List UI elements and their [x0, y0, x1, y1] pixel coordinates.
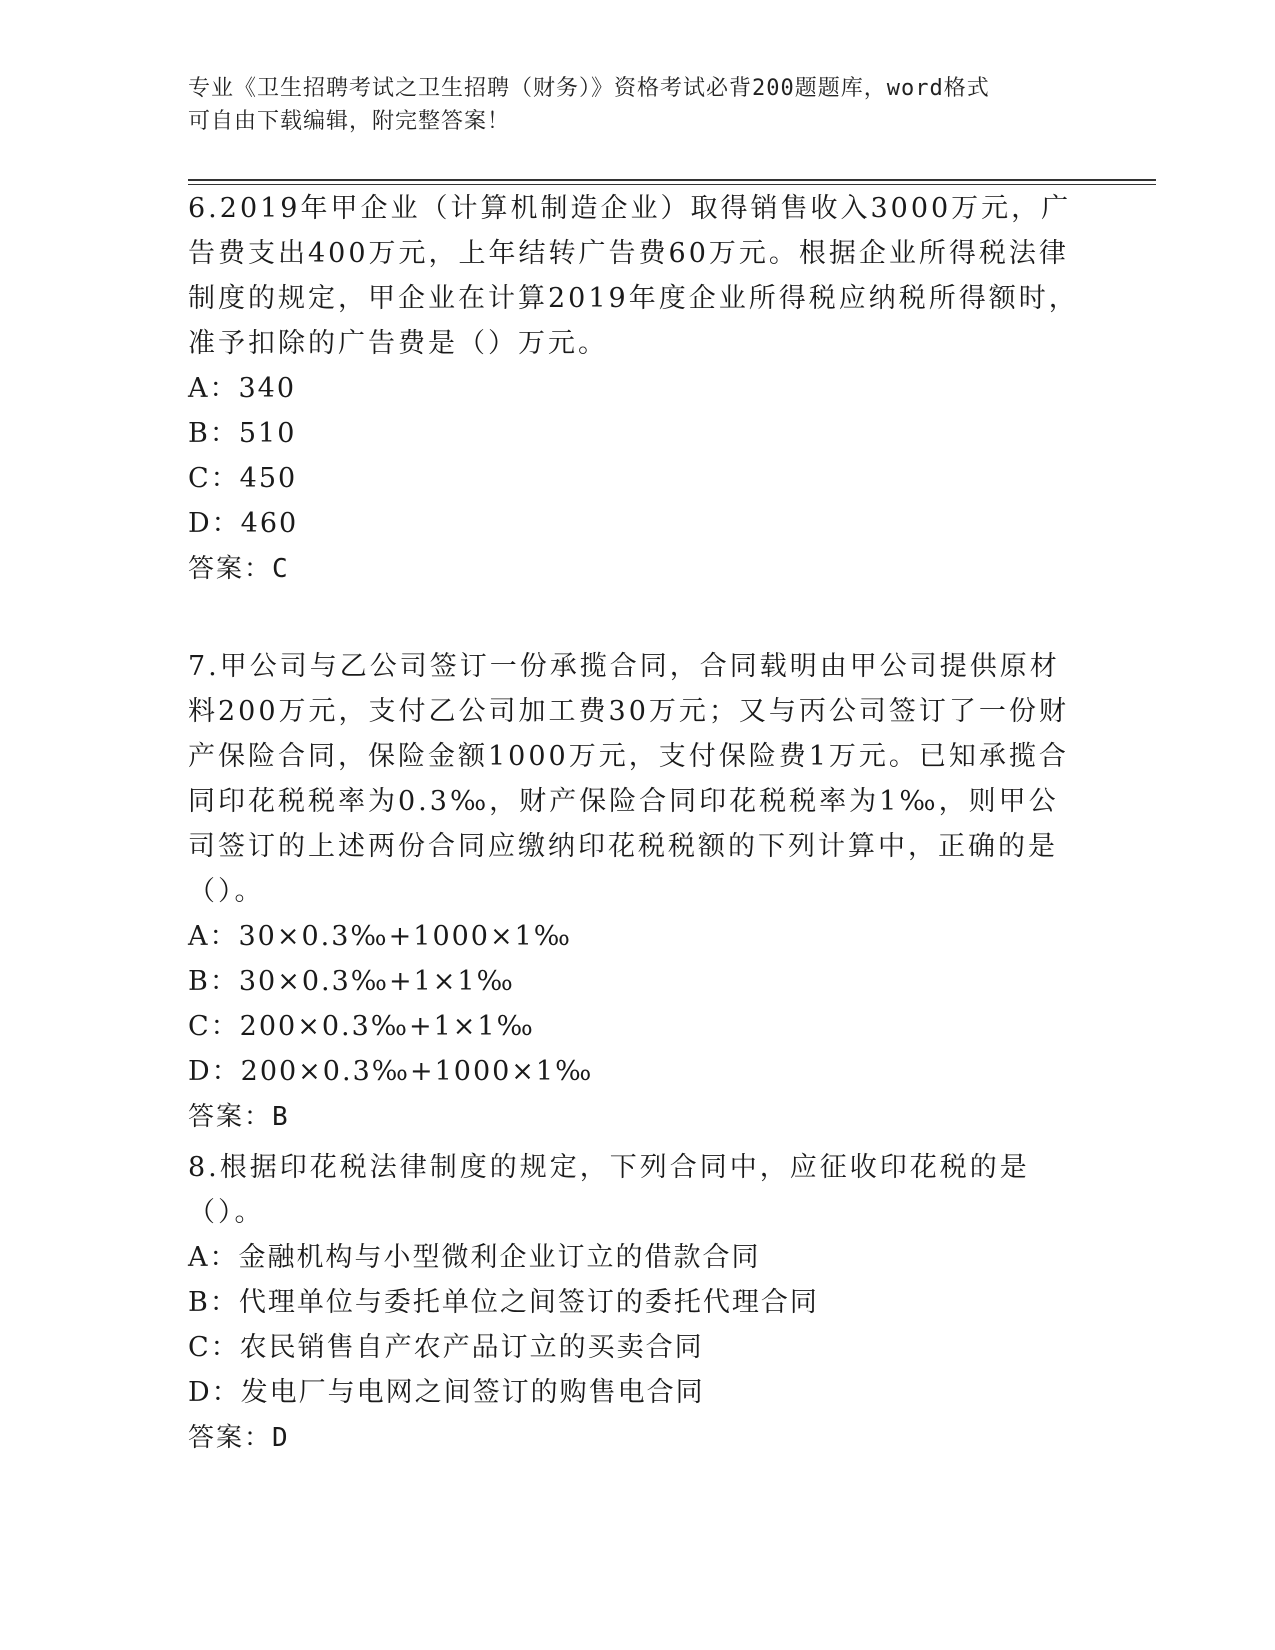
- option-d: D：发电厂与电网之间签订的购售电合同: [188, 1377, 705, 1408]
- question-6: [188, 186, 1088, 592]
- option-a: A：金融机构与小型微利企业订立的借款合同: [188, 1242, 761, 1273]
- option-b: B：510: [188, 418, 297, 449]
- option-a: A：340: [188, 373, 297, 404]
- option-b: B：30×0.3‰+1×1‰: [188, 966, 515, 997]
- option-b: B：代理单位与委托单位之间签订的委托代理合同: [188, 1287, 819, 1318]
- option-a: A：30×0.3‰+1000×1‰: [188, 921, 573, 952]
- document-header: [188, 72, 1088, 138]
- answer: 答案：D: [188, 1423, 290, 1453]
- header-divider-thin: [188, 184, 1156, 185]
- question-7: [188, 644, 1088, 1140]
- header-line-1: 专业《卫生招聘考试之卫生招聘（财务）》资格考试必背200题题库，word格式: [188, 76, 990, 101]
- option-d: D：460: [188, 508, 299, 539]
- answer: 答案：B: [188, 1102, 290, 1132]
- option-c: C：农民销售自产农产品订立的买卖合同: [188, 1332, 704, 1363]
- question-text: 6.2019年甲企业（计算机制造企业）取得销售收入3000万元，广告费支出400万元，上年结转广告费60万元。根据企业所得税法律制度的规定，甲企业在计算2019年度企业所得税应纳税所得额时，准予扣除的广告费是（）万元。: [188, 193, 1079, 359]
- question-text: 8.根据印花税法律制度的规定，下列合同中，应征收印花税的是（）。: [188, 1152, 1030, 1228]
- option-c: C：450: [188, 463, 298, 494]
- option-d: D：200×0.3‰+1000×1‰: [188, 1056, 594, 1087]
- header-line-2: 可自由下载编辑，附完整答案！: [188, 109, 511, 134]
- question-text: 7.甲公司与乙公司签订一份承揽合同，合同载明由甲公司提供原材料200万元，支付乙公司加工费30万元；又与丙公司签订了一份财产保险合同，保险金额1000万元，支付保险费1万元。已知承揽合同印花税税率为0.3‰，财产保险合同印花税税率为1‰，则甲公司签订的上述两份合同应缴纳印花税税额的下列计算中，正确的是（）。: [188, 651, 1069, 907]
- answer: 答案：C: [188, 554, 290, 584]
- question-8: [188, 1145, 1088, 1461]
- option-c: C：200×0.3‰+1×1‰: [188, 1011, 535, 1042]
- header-divider-thick: [188, 179, 1156, 181]
